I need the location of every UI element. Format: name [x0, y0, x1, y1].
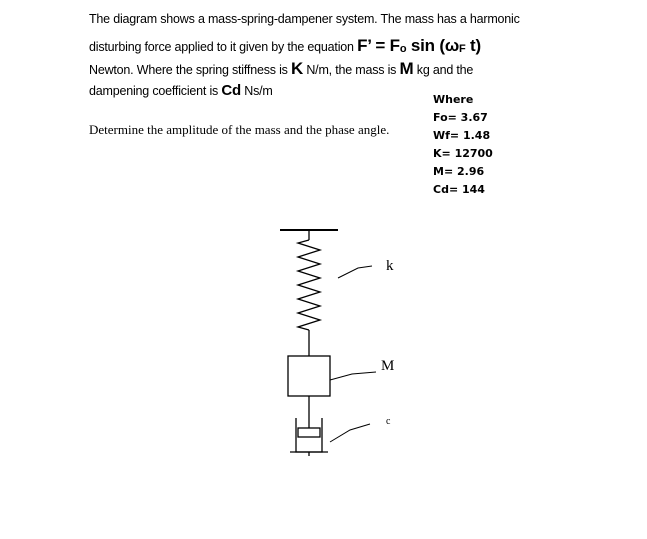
where-wf: Wf= 1.48 — [433, 129, 491, 142]
where-fo: Fo= 3.67 — [433, 111, 488, 124]
problem-line-2-text: disturbing force applied to it given by the equation — [89, 40, 354, 54]
label-m: M — [381, 358, 395, 374]
problem-line-4-pre: dampening coefficient is — [89, 84, 219, 98]
eq-f-sub: o — [399, 43, 407, 55]
damper-piston — [298, 428, 320, 437]
leader-m — [330, 372, 376, 380]
problem-line-4-post: Ns/m — [244, 84, 273, 98]
label-k: k — [386, 258, 394, 274]
symbol-k: K — [291, 59, 304, 78]
eq-sin: sin (ω — [406, 36, 459, 55]
eq-t: t) — [465, 36, 481, 55]
eq-f: F’ = F — [357, 36, 400, 55]
task-statement: Determine the amplitude of the mass and the phase angle. — [89, 122, 390, 137]
where-title: Where — [433, 93, 474, 106]
where-cd: Cd= 144 — [433, 183, 485, 196]
problem-line-3-mid: N/m, the mass is — [306, 63, 397, 77]
leader-c — [330, 424, 370, 442]
problem-line-1: The diagram shows a mass-spring-dampener system. The mass has a harmonic — [89, 12, 520, 26]
eq-w-sub: F — [458, 43, 466, 55]
spring-coil — [298, 240, 320, 330]
label-c: c — [386, 416, 391, 427]
problem-line-3-pre: Newton. Where the spring stiffness is — [89, 63, 288, 77]
where-k: K= 12700 — [433, 147, 493, 160]
mass-block — [288, 356, 330, 396]
problem-line-3-post: kg and the — [416, 63, 474, 77]
where-m: M= 2.96 — [433, 165, 485, 178]
symbol-m: M — [399, 59, 414, 78]
leader-k — [338, 266, 372, 278]
symbol-cd: Cd — [221, 82, 241, 99]
